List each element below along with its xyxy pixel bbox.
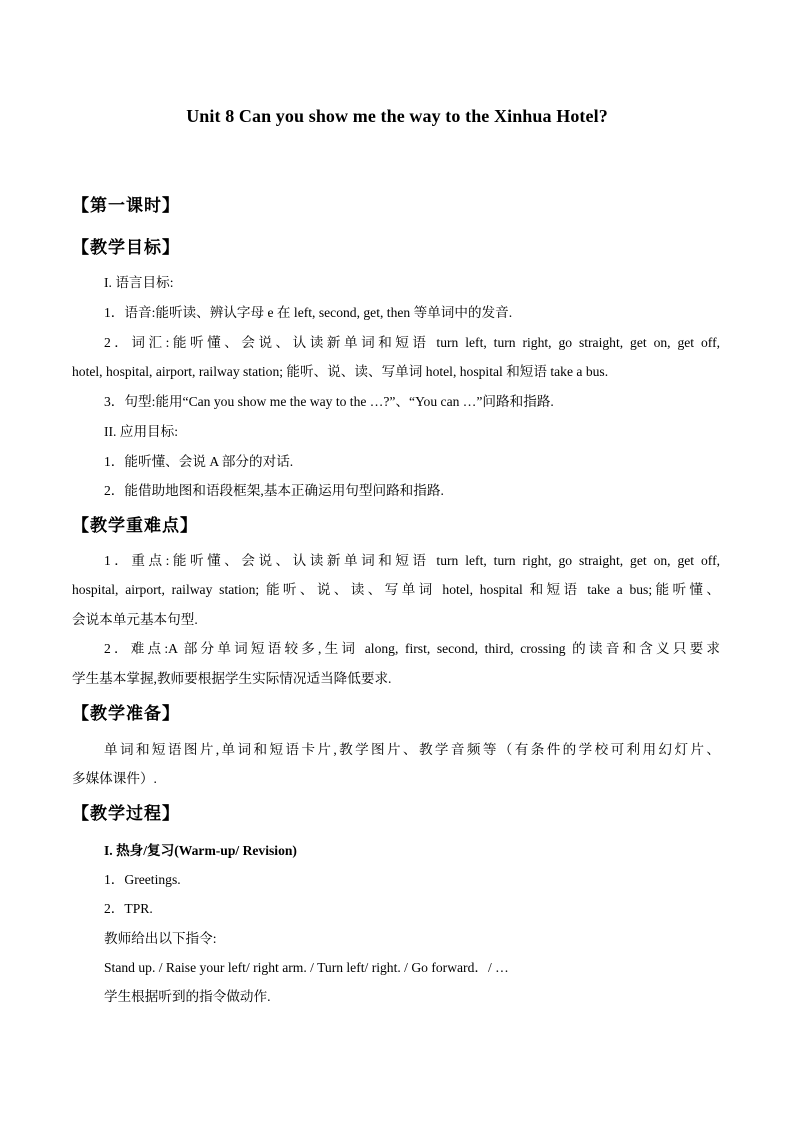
objectives-line: 3．句型:能用“Can you show me the way to the …?”、“You can …”问路和指路. bbox=[104, 394, 554, 409]
keypoints-line: 1．重点:能听懂、会说、认读新单词和短语 turn left, turn right, go straight, get on, get off, bbox=[104, 553, 720, 568]
objectives-line: II. 应用目标: bbox=[104, 424, 179, 439]
keypoints-line: 会说本单元基本句型. bbox=[72, 612, 198, 627]
process-subheading: I. 热身/复习(Warm-up/ Revision) bbox=[104, 843, 297, 858]
objectives-line: 2．能借助地图和语段框架,基本正确运用句型问路和指路. bbox=[104, 483, 444, 498]
process-line: 2．TPR. bbox=[104, 901, 153, 916]
preparation-line: 多媒体课件）. bbox=[72, 771, 157, 786]
objectives-heading: 【教学目标】 bbox=[72, 238, 180, 258]
preparation-heading: 【教学准备】 bbox=[72, 704, 180, 724]
process-line: 学生根据听到的指令做动作. bbox=[104, 989, 271, 1004]
process-line: Stand up. / Raise your left/ right arm. / Turn left/ right. / Go forward．/ … bbox=[104, 960, 509, 975]
keypoints-line: 2．难点:A 部分单词短语较多,生词 along, first, second, third, crossing 的读音和含义只要求 bbox=[104, 641, 720, 656]
objectives-line: 2．词汇:能听懂、会说、认读新单词和短语 turn left, turn right, go straight, get on, get off, bbox=[104, 335, 720, 350]
objectives-line: I. 语言目标: bbox=[104, 275, 174, 290]
keypoints-heading: 【教学重难点】 bbox=[72, 516, 198, 536]
process-line: 教师给出以下指令: bbox=[104, 931, 217, 946]
objectives-line: 1．能听懂、会说 A 部分的对话. bbox=[104, 454, 294, 469]
preparation-line: 单词和短语图片,单词和短语卡片,教学图片、教学音频等（有条件的学校可利用幻灯片、 bbox=[104, 742, 720, 757]
lesson-heading: 【第一课时】 bbox=[72, 196, 180, 216]
process-heading: 【教学过程】 bbox=[72, 804, 180, 824]
process-line: 1．Greetings. bbox=[104, 872, 181, 887]
keypoints-line: hospital, airport, railway station; 能听、说、读、写单词 hotel, hospital 和短语 take a bus;能听懂、 bbox=[72, 582, 720, 597]
page-title: Unit 8 Can you show me the way to the Xinhua Hotel? bbox=[186, 106, 608, 126]
objectives-line: 1．语音:能听读、辨认字母 e 在 left, second, get, then 等单词中的发音. bbox=[104, 305, 513, 320]
objectives-line: hotel, hospital, airport, railway station; 能听、说、读、写单词 hotel, hospital 和短语 take a bus. bbox=[72, 364, 609, 379]
keypoints-line: 学生基本掌握,教师要根据学生实际情况适当降低要求. bbox=[72, 671, 392, 686]
